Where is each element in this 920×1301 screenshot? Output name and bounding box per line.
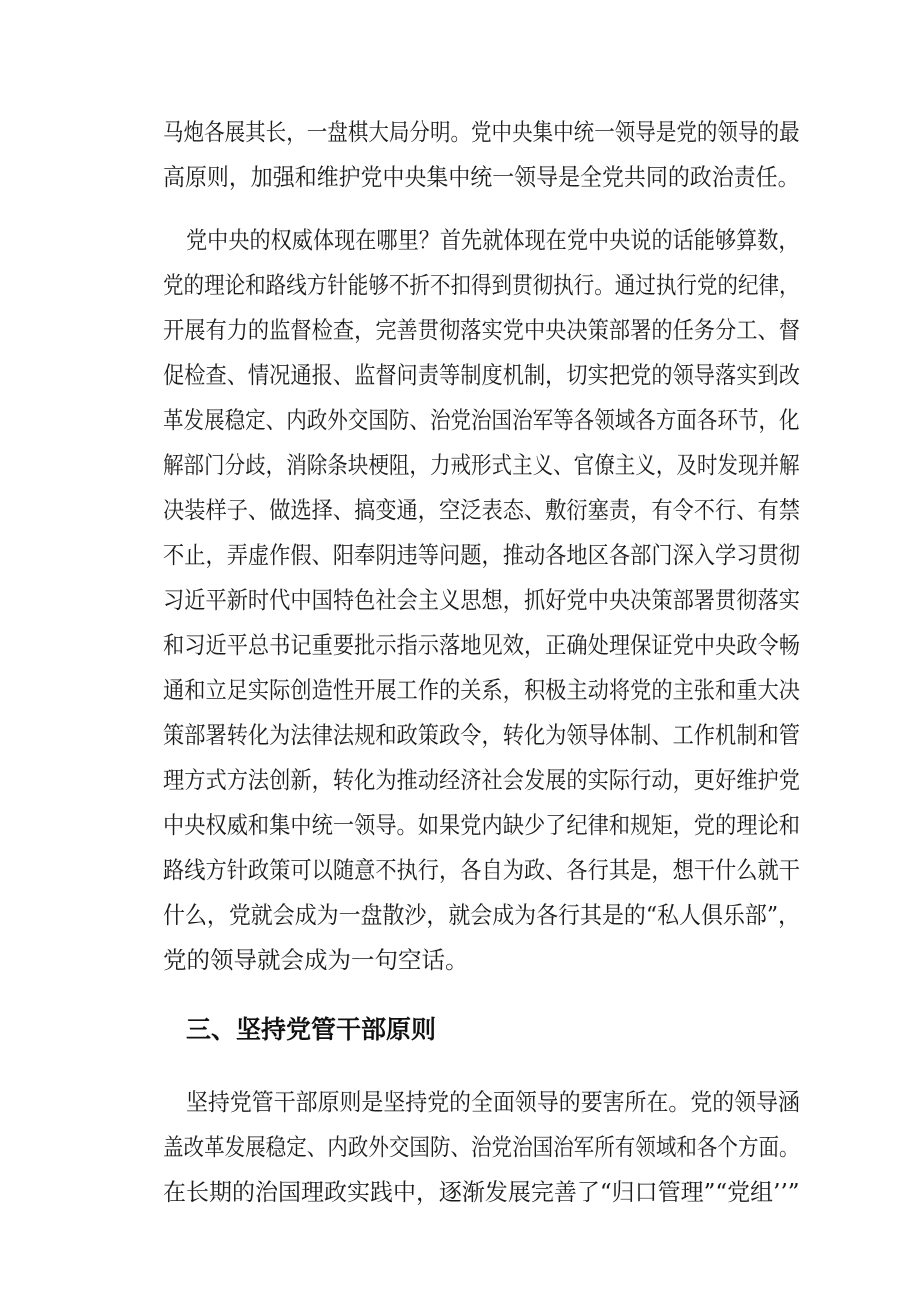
paragraph-2-line-15: 路线方针政策可以随意不执行，各自为政、各行其是，想干什么就干 (163, 856, 800, 884)
paragraph-2-line-5: 革发展稳定、内政外交国防、治党治国治军等各领域各方面各环节，化 (163, 406, 800, 434)
paragraph-2-line-16: 什么，党就会成为一盘散沙，就会成为各行其是的“私人俱乐部”， (163, 901, 801, 929)
paragraph-2-line-9: 习近平新时代中国特色社会主义思想，抓好党中央决策部署贯彻落实 (163, 586, 800, 614)
paragraph-2-line-6: 解部门分歧，消除条块梗阻，力戒形式主义、官僚主义，及时发现并解 (163, 451, 800, 479)
paragraph-2-line-17: 党的领导就会成为一句空话。 (163, 946, 469, 974)
paragraph-2-line-12: 策部署转化为法律法规和政策政令，转化为领导体制、工作机制和管 (163, 721, 800, 749)
paragraph-2-line-2: 党的理论和路线方针能够不折不扣得到贯彻执行。通过执行党的纪律， (163, 271, 800, 299)
paragraph-1-line-2: 高原则，加强和维护党中央集中统一领导是全党共同的政治责任。 (163, 163, 800, 191)
paragraph-2-line-1: 党中央的权威体现在哪里？首先就体现在党中央说的话能够算数， (186, 226, 800, 254)
section-heading: 三、坚持党管干部原则 (186, 1015, 437, 1044)
paragraph-1-line-1: 马炮各展其长，一盘棋大局分明。党中央集中统一领导是党的领导的最 (163, 118, 800, 146)
paragraph-2-line-3: 开展有力的监督检查，完善贯彻落实党中央决策部署的任务分工、督 (163, 316, 800, 344)
paragraph-2-line-13: 理方式方法创新，转化为推动经济社会发展的实际行动，更好维护党 (163, 766, 800, 794)
paragraph-3-line-3: 在长期的治国理政实践中，逐渐发展完善了“归口管理”“党组’’” (163, 1178, 800, 1206)
paragraph-2-line-4: 促检查、情况通报、监督问责等制度机制，切实把党的领导落实到改 (163, 361, 800, 389)
paragraph-2-line-14: 中央权威和集中统一领导。如果党内缺少了纪律和规矩，党的理论和 (163, 811, 800, 839)
paragraph-2-line-10: 和习近平总书记重要批示指示落地见效，正确处理保证党中央政令畅 (163, 631, 800, 659)
paragraph-3-line-2: 盖改革发展稳定、内政外交国防、治党治国治军所有领域和各个方面。 (163, 1133, 800, 1161)
paragraph-2-line-7: 决装样子、做选择、搞变通，空泛表态、敷衍塞责，有令不行、有禁 (163, 496, 800, 524)
paragraph-3-line-1: 坚持党管干部原则是坚持党的全面领导的要害所在。党的领导涵 (186, 1088, 800, 1116)
paragraph-2-line-8: 不止，弄虚作假、阳奉阴违等问题，推动各地区各部门深入学习贯彻 (163, 541, 800, 569)
paragraph-2-line-11: 通和立足实际创造性开展工作的关系，积极主动将党的主张和重大决 (163, 676, 800, 704)
